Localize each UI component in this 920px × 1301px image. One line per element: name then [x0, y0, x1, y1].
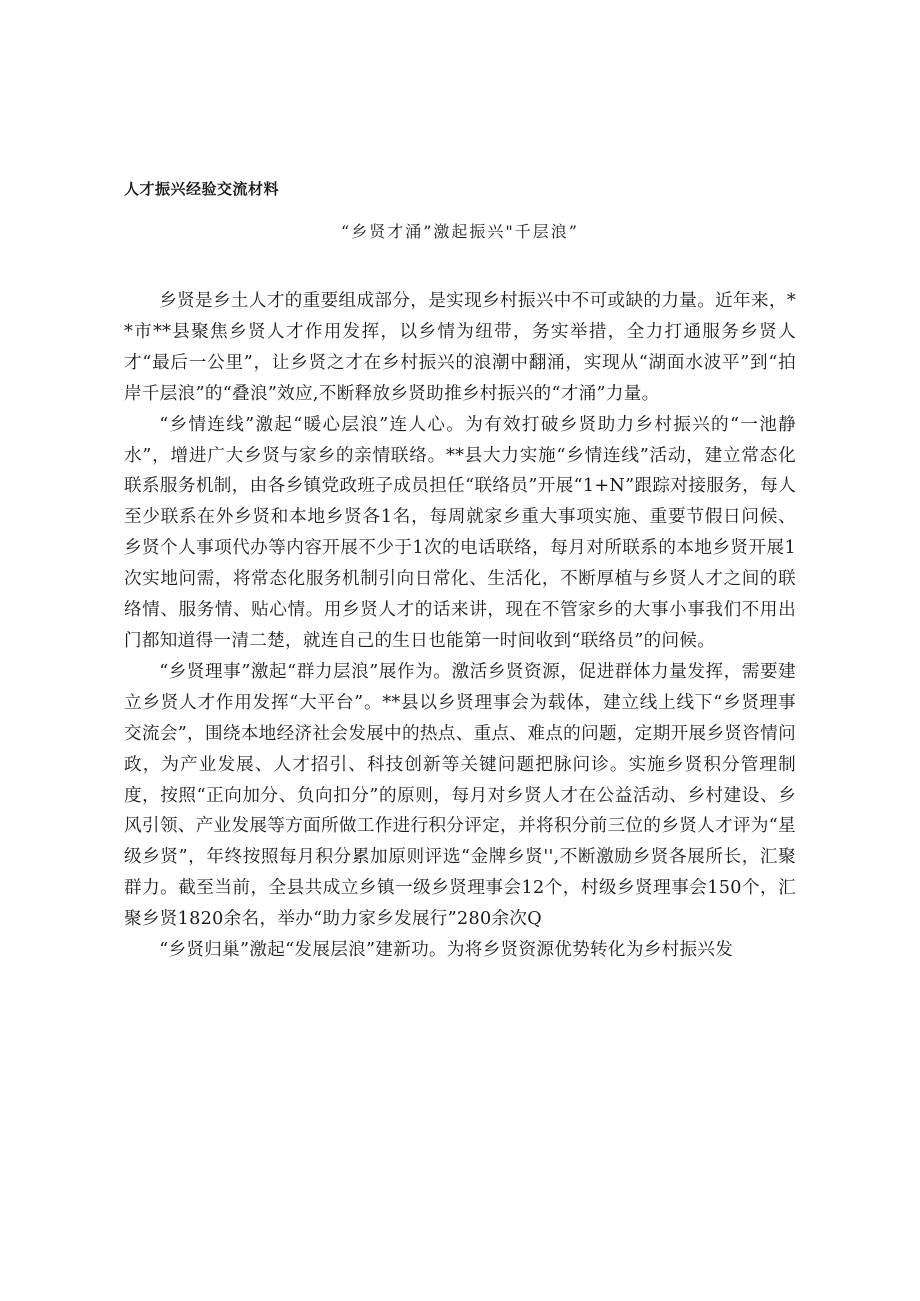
- document-title: “乡贤才涌”激起振兴"千层浪”: [341, 222, 579, 241]
- paragraph-xiangqing-lianxian: “乡情连线”激起“暖心层浪”连人心。为有效打破乡贤助力乡村振兴的“一池静水”，增进广大乡贤与家乡的亲情联络。**县大力实施“乡情连线”活动，建立常态化联系服务机制，由各乡镇党政班子成员担任“联络员”开展“1+N”跟踪对接服务，每人至少联系在外乡贤和本地乡贤各1名，每周就家乡重大事项实施、重要节假日问候、乡贤个人事项代办等内容开展不少于1次的电话联络，每月对所联系的本地乡贤开展1次实地问需，将常态化服务机制引向日常化、生活化，不断厚植与乡贤人才之间的联络情、服务情、贴心情。用乡贤人才的话来讲，现在不管家乡的大事小事我们不用出门都知道得一清二楚，就连自己的生日也能第一时间收到“联络员”的问候。: [124, 414, 796, 651]
- paragraph-xiangxian-lishi: “乡贤理事”激起“群力层浪”展作为。激活乡贤资源，促进群体力量发挥，需要建立乡贤人才作用发挥“大平台”。**县以乡贤理事会为载体，建立线上线下“乡贤理事交流会”，围绕本地经济社会发展中的热点、重点、难点的问题，定期开展乡贤咨情问政，为产业发展、人才招引、科技创新等关键问题把脉问诊。实施乡贤积分管理制度，按照“正向加分、负向扣分”的原则，每月对乡贤人才在公益活动、乡村建设、乡风引领、产业发展等方面所做工作进行积分评定，并将积分前三位的乡贤人才评为“星级乡贤”，年终按照每月积分累加原则评选“金牌乡贤'',不断激励乡贤各展所长，汇聚群力。截至当前，全县共成立乡镇一级乡贤理事会12个，村级乡贤理事会150个，汇聚乡贤1820余名，举办“助力家乡发展行”280余次Q: [124, 661, 796, 930]
- paragraph-intro: 乡贤是乡土人才的重要组成部分，是实现乡村振兴中不可或缺的力量。近年来，**市**县聚焦乡贤人才作用发挥，以乡情为纽带，务实举措，全力打通服务乡贤人才“最后一公里”，让乡贤之才在乡村振兴的浪潮中翻涌，实现从“湖面水波平”到“拍岸千层浪”的“叠浪”效应,不断释放乡贤助推乡村振兴的“才涌”力量。: [124, 291, 796, 404]
- document-label: 人才振兴经验交流材料: [124, 180, 280, 198]
- document-body: [124, 286, 796, 966]
- paragraph-xiangxian-guichao: “乡贤归巢”激起“发展层浪”建新功。为将乡贤资源优势转化为乡村振兴发: [159, 940, 734, 961]
